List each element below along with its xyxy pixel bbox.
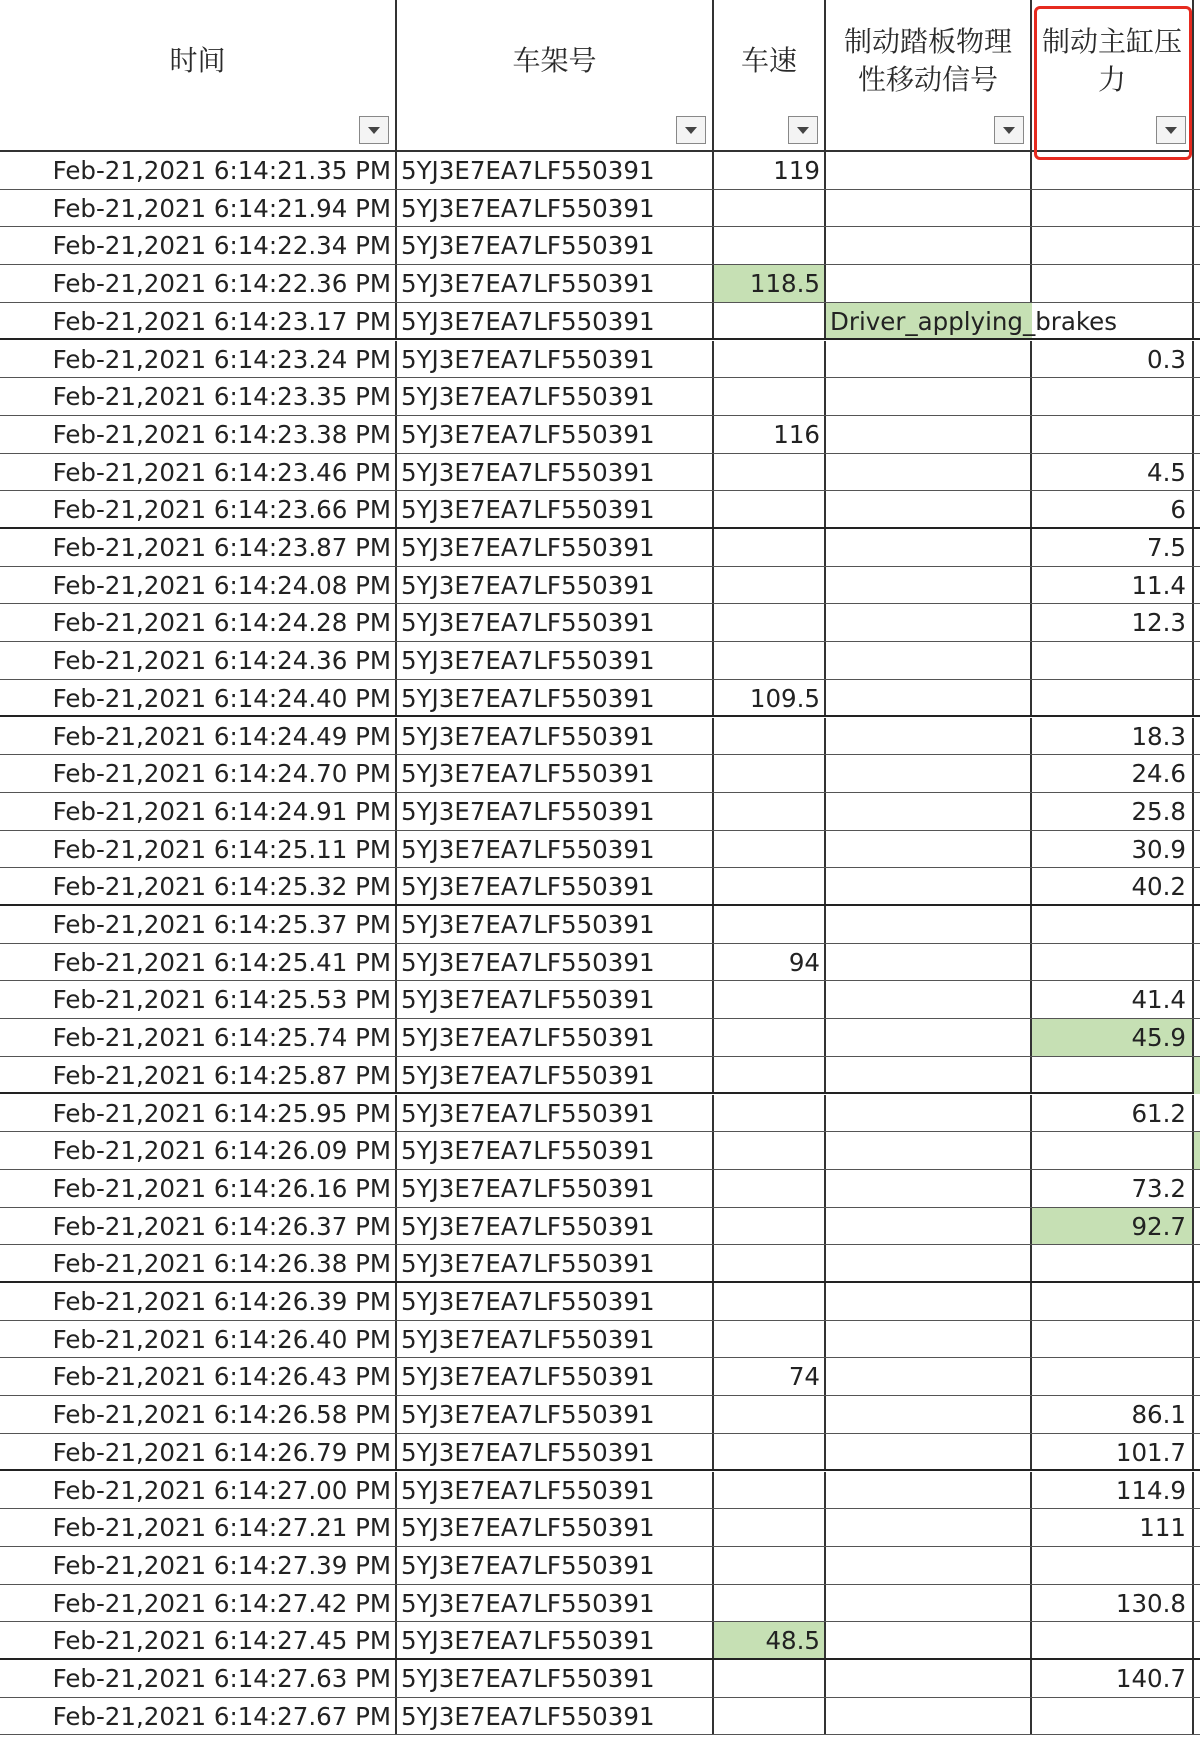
table-row — [0, 906, 1200, 944]
cell-vin[interactable]: 5YJ3E7EA7LF550391 — [397, 1358, 714, 1395]
cell-brake-signal[interactable] — [826, 1019, 1032, 1056]
cell-time[interactable]: Feb-21,2021 6:14:24.40 PM — [0, 680, 397, 716]
cell-time[interactable]: Feb-21,2021 6:14:21.35 PM — [0, 152, 397, 189]
cell-time[interactable]: Feb-21,2021 6:14:27.39 PM — [0, 1547, 397, 1584]
cell-time[interactable]: Feb-21,2021 6:14:23.87 PM — [0, 529, 397, 566]
table-row — [0, 718, 1200, 756]
cell-time[interactable]: Feb-21,2021 6:14:24.08 PM — [0, 567, 397, 604]
cell-time[interactable]: Feb-21,2021 6:14:27.67 PM — [0, 1698, 397, 1735]
cell-speed[interactable] — [714, 755, 826, 792]
cell-time[interactable]: Feb-21,2021 6:14:26.58 PM — [0, 1396, 397, 1433]
cell-brake-signal[interactable] — [826, 1283, 1032, 1320]
filter-dropdown-icon[interactable] — [676, 116, 706, 144]
cell-time[interactable]: Feb-21,2021 6:14:24.28 PM — [0, 604, 397, 641]
cell-speed[interactable]: 118.5 — [714, 265, 826, 302]
cell-vin[interactable]: 5YJ3E7EA7LF550391 — [397, 529, 714, 566]
table-row — [0, 1585, 1200, 1623]
cell-brake-signal[interactable] — [826, 378, 1032, 415]
cell-speed[interactable] — [714, 1698, 826, 1735]
cell-brake-pressure[interactable] — [1032, 1132, 1194, 1169]
cell-time[interactable]: Feb-21,2021 6:14:22.36 PM — [0, 265, 397, 302]
cell-time[interactable]: Feb-21,2021 6:14:27.21 PM — [0, 1509, 397, 1546]
table-row — [0, 567, 1200, 605]
cell-vin[interactable]: 5YJ3E7EA7LF550391 — [397, 378, 714, 415]
table-row — [0, 303, 1200, 341]
column-header-label: 车速 — [740, 44, 797, 77]
cell-brake-pressure[interactable]: 24.6 — [1032, 755, 1194, 792]
table-row — [0, 1660, 1200, 1698]
column-header-brake-pressure[interactable] — [1032, 0, 1194, 152]
cell-speed[interactable] — [714, 1509, 826, 1546]
cell-speed[interactable] — [714, 793, 826, 830]
cell-speed[interactable] — [714, 906, 826, 943]
table-row — [0, 1434, 1200, 1472]
cell-brake-pressure[interactable]: 7.5 — [1032, 529, 1194, 566]
cell-brake-pressure[interactable]: 6 — [1032, 491, 1194, 527]
cell-brake-pressure[interactable] — [1032, 1245, 1194, 1281]
column-header-label: 时间 — [169, 44, 226, 77]
cell-brake-signal[interactable] — [826, 680, 1032, 716]
cell-brake-signal[interactable] — [826, 1472, 1032, 1509]
table-row — [0, 1245, 1200, 1283]
cell-vin[interactable]: 5YJ3E7EA7LF550391 — [397, 1170, 714, 1207]
cell-speed[interactable] — [714, 529, 826, 566]
cell-time[interactable]: Feb-21,2021 6:14:25.87 PM — [0, 1057, 397, 1093]
column-header-label: 制动踏板物理性移动信号 — [843, 25, 1012, 96]
table-row — [0, 831, 1200, 869]
cell-vin[interactable]: 5YJ3E7EA7LF550391 — [397, 190, 714, 227]
cell-brake-signal[interactable] — [826, 1585, 1032, 1622]
cell-brake-pressure[interactable]: 101.7 — [1032, 1434, 1194, 1470]
table-row — [0, 416, 1200, 454]
table-row — [0, 152, 1200, 190]
cell-vin[interactable]: 5YJ3E7EA7LF550391 — [397, 604, 714, 641]
cell-vin[interactable]: 5YJ3E7EA7LF550391 — [397, 1660, 714, 1697]
table-row — [0, 1472, 1200, 1510]
cell-vin[interactable]: 5YJ3E7EA7LF550391 — [397, 341, 714, 378]
table-row — [0, 1095, 1200, 1133]
cell-vin[interactable]: 5YJ3E7EA7LF550391 — [397, 1132, 714, 1169]
cell-vin[interactable]: 5YJ3E7EA7LF550391 — [397, 1396, 714, 1433]
cell-time[interactable]: Feb-21,2021 6:14:25.53 PM — [0, 981, 397, 1018]
cell-time[interactable]: Feb-21,2021 6:14:25.41 PM — [0, 944, 397, 981]
cell-brake-pressure[interactable] — [1032, 1358, 1194, 1395]
cell-highlight-edge — [1194, 1057, 1200, 1094]
cell-speed[interactable] — [714, 1321, 826, 1358]
cell-brake-signal[interactable] — [826, 567, 1032, 604]
table-row — [0, 868, 1200, 906]
cell-time[interactable]: Feb-21,2021 6:14:22.34 PM — [0, 227, 397, 264]
cell-speed[interactable] — [714, 1396, 826, 1433]
cell-brake-pressure[interactable] — [1032, 944, 1194, 981]
cell-speed[interactable] — [714, 303, 826, 339]
cell-time[interactable]: Feb-21,2021 6:14:23.17 PM — [0, 303, 397, 339]
table-row — [0, 1057, 1200, 1095]
cell-speed[interactable] — [714, 190, 826, 227]
cell-vin[interactable]: 5YJ3E7EA7LF550391 — [397, 1698, 714, 1735]
cell-speed[interactable] — [714, 454, 826, 491]
cell-brake-signal[interactable] — [826, 416, 1032, 453]
cell-speed[interactable] — [714, 341, 826, 378]
cell-brake-signal[interactable] — [826, 906, 1032, 943]
cell-time[interactable]: Feb-21,2021 6:14:25.74 PM — [0, 1019, 397, 1056]
table-row — [0, 680, 1200, 718]
cell-brake-signal[interactable] — [826, 1509, 1032, 1546]
cell-brake-signal[interactable] — [826, 793, 1032, 830]
cell-brake-signal[interactable] — [826, 227, 1032, 264]
cell-vin[interactable]: 5YJ3E7EA7LF550391 — [397, 944, 714, 981]
cell-highlight-edge — [1194, 1132, 1200, 1169]
table-row — [0, 1321, 1200, 1359]
cell-time[interactable]: Feb-21,2021 6:14:27.42 PM — [0, 1585, 397, 1622]
column-header-speed[interactable] — [714, 0, 826, 152]
table-row — [0, 1208, 1200, 1246]
cell-time[interactable]: Feb-21,2021 6:14:23.38 PM — [0, 416, 397, 453]
cell-speed[interactable] — [714, 1660, 826, 1697]
cell-speed[interactable] — [714, 1132, 826, 1169]
cell-vin[interactable]: 5YJ3E7EA7LF550391 — [397, 1095, 714, 1132]
cell-brake-signal[interactable] — [826, 1208, 1032, 1245]
cell-speed[interactable]: 48.5 — [714, 1622, 826, 1658]
cell-time[interactable]: Feb-21,2021 6:14:25.32 PM — [0, 868, 397, 904]
cell-brake-signal[interactable] — [826, 1660, 1032, 1697]
cell-brake-pressure[interactable]: 4.5 — [1032, 454, 1194, 491]
cell-brake-pressure[interactable]: 130.8 — [1032, 1585, 1194, 1622]
cell-brake-pressure[interactable]: 73.2 — [1032, 1170, 1194, 1207]
cell-time[interactable]: Feb-21,2021 6:14:26.40 PM — [0, 1321, 397, 1358]
cell-speed[interactable]: 94 — [714, 944, 826, 981]
cell-vin[interactable]: 5YJ3E7EA7LF550391 — [397, 831, 714, 868]
cell-speed[interactable] — [714, 868, 826, 904]
cell-speed[interactable] — [714, 1547, 826, 1584]
cell-time[interactable]: Feb-21,2021 6:14:24.70 PM — [0, 755, 397, 792]
cell-brake-signal[interactable] — [826, 1057, 1032, 1093]
cell-brake-pressure[interactable]: 11.4 — [1032, 567, 1194, 604]
cell-brake-pressure[interactable] — [1032, 1622, 1194, 1658]
cell-vin[interactable]: 5YJ3E7EA7LF550391 — [397, 1547, 714, 1584]
table-row — [0, 227, 1200, 265]
cell-brake-pressure[interactable] — [1032, 152, 1194, 189]
cell-brake-pressure[interactable]: 140.7 — [1032, 1660, 1194, 1697]
cell-brake-signal[interactable] — [826, 831, 1032, 868]
table-row — [0, 642, 1200, 680]
cell-brake-signal[interactable] — [826, 491, 1032, 527]
cell-vin[interactable]: 5YJ3E7EA7LF550391 — [397, 868, 714, 904]
cell-vin[interactable]: 5YJ3E7EA7LF550391 — [397, 981, 714, 1018]
cell-time[interactable]: Feb-21,2021 6:14:26.38 PM — [0, 1245, 397, 1281]
cell-speed[interactable] — [714, 1208, 826, 1245]
cell-vin[interactable]: 5YJ3E7EA7LF550391 — [397, 1245, 714, 1281]
column-header-label: 制动主缸压力 — [1041, 25, 1182, 96]
cell-speed[interactable]: 109.5 — [714, 680, 826, 716]
cell-brake-pressure[interactable]: 0.3 — [1032, 341, 1194, 378]
cell-time[interactable]: Feb-21,2021 6:14:23.35 PM — [0, 378, 397, 415]
cell-brake-pressure[interactable]: 45.9 — [1032, 1019, 1194, 1056]
table-row — [0, 378, 1200, 416]
cell-brake-signal[interactable] — [826, 1321, 1032, 1358]
cell-brake-pressure[interactable] — [1032, 1547, 1194, 1584]
filter-dropdown-icon[interactable] — [788, 116, 818, 144]
cell-time[interactable]: Feb-21,2021 6:14:26.39 PM — [0, 1283, 397, 1320]
cell-vin[interactable]: 5YJ3E7EA7LF550391 — [397, 1208, 714, 1245]
cell-brake-signal[interactable] — [826, 642, 1032, 679]
cell-brake-pressure[interactable]: 92.7 — [1032, 1208, 1194, 1245]
cell-time[interactable]: Feb-21,2021 6:14:25.95 PM — [0, 1095, 397, 1132]
cell-vin[interactable]: 5YJ3E7EA7LF550391 — [397, 567, 714, 604]
filter-dropdown-icon[interactable] — [359, 116, 389, 144]
cell-time[interactable]: Feb-21,2021 6:14:26.37 PM — [0, 1208, 397, 1245]
cell-speed[interactable] — [714, 378, 826, 415]
cell-time[interactable]: Feb-21,2021 6:14:26.09 PM — [0, 1132, 397, 1169]
cell-time[interactable]: Feb-21,2021 6:14:26.16 PM — [0, 1170, 397, 1207]
cell-brake-signal[interactable] — [826, 341, 1032, 378]
cell-vin[interactable]: 5YJ3E7EA7LF550391 — [397, 303, 714, 339]
cell-speed[interactable] — [714, 567, 826, 604]
cell-speed[interactable] — [714, 227, 826, 264]
table-row — [0, 1396, 1200, 1434]
cell-time[interactable]: Feb-21,2021 6:14:27.00 PM — [0, 1472, 397, 1509]
table-row — [0, 341, 1200, 379]
cell-brake-pressure[interactable]: 30.9 — [1032, 831, 1194, 868]
cell-vin[interactable]: 5YJ3E7EA7LF550391 — [397, 1321, 714, 1358]
cell-speed[interactable] — [714, 1245, 826, 1281]
cell-time[interactable]: Feb-21,2021 6:14:25.37 PM — [0, 906, 397, 943]
cell-brake-pressure[interactable]: 18.3 — [1032, 718, 1194, 755]
cell-speed[interactable] — [714, 1019, 826, 1056]
cell-brake-signal[interactable] — [826, 1358, 1032, 1395]
table-row — [0, 755, 1200, 793]
cell-brake-signal[interactable] — [826, 190, 1032, 227]
cell-speed[interactable] — [714, 1283, 826, 1320]
column-header-time[interactable] — [0, 0, 397, 152]
cell-speed[interactable]: 116 — [714, 416, 826, 453]
table-row — [0, 604, 1200, 642]
cell-vin[interactable]: 5YJ3E7EA7LF550391 — [397, 906, 714, 943]
cell-time[interactable]: Feb-21,2021 6:14:23.46 PM — [0, 454, 397, 491]
cell-brake-signal[interactable] — [826, 1245, 1032, 1281]
cell-brake-signal[interactable] — [826, 604, 1032, 641]
cell-time[interactable]: Feb-21,2021 6:14:26.43 PM — [0, 1358, 397, 1395]
cell-brake-signal[interactable] — [826, 1547, 1032, 1584]
cell-speed[interactable]: 74 — [714, 1358, 826, 1395]
table-row — [0, 190, 1200, 228]
cell-speed[interactable] — [714, 604, 826, 641]
cell-brake-pressure[interactable] — [1032, 906, 1194, 943]
cell-brake-signal[interactable] — [826, 718, 1032, 755]
cell-brake-pressure[interactable]: 40.2 — [1032, 868, 1194, 904]
cell-vin[interactable]: 5YJ3E7EA7LF550391 — [397, 491, 714, 527]
cell-brake-pressure[interactable]: 25.8 — [1032, 793, 1194, 830]
cell-brake-signal[interactable] — [826, 981, 1032, 1018]
cell-speed[interactable] — [714, 1434, 826, 1470]
cell-brake-pressure[interactable]: 114.9 — [1032, 1472, 1194, 1509]
table-row — [0, 454, 1200, 492]
cell-speed[interactable] — [714, 981, 826, 1018]
table-row — [0, 1170, 1200, 1208]
column-header-label: 车架号 — [512, 44, 597, 77]
table-row — [0, 793, 1200, 831]
cell-vin[interactable]: 5YJ3E7EA7LF550391 — [397, 1472, 714, 1509]
cell-vin[interactable]: 5YJ3E7EA7LF550391 — [397, 755, 714, 792]
cell-vin[interactable]: 5YJ3E7EA7LF550391 — [397, 1019, 714, 1056]
cell-vin[interactable]: 5YJ3E7EA7LF550391 — [397, 1434, 714, 1470]
cell-brake-signal[interactable] — [826, 1622, 1032, 1658]
filter-dropdown-icon[interactable] — [994, 116, 1024, 144]
cell-brake-pressure[interactable] — [1032, 227, 1194, 264]
cell-brake-signal[interactable] — [826, 868, 1032, 904]
cell-speed[interactable] — [714, 1585, 826, 1622]
table-row — [0, 1698, 1200, 1736]
cell-speed[interactable] — [714, 1472, 826, 1509]
table-row — [0, 1358, 1200, 1396]
filter-dropdown-icon[interactable] — [1156, 116, 1186, 144]
cell-time[interactable]: Feb-21,2021 6:14:21.94 PM — [0, 190, 397, 227]
cell-brake-pressure[interactable] — [1032, 1057, 1194, 1093]
table-row — [0, 981, 1200, 1019]
cell-time[interactable]: Feb-21,2021 6:14:23.24 PM — [0, 341, 397, 378]
cell-vin[interactable]: 5YJ3E7EA7LF550391 — [397, 1585, 714, 1622]
cell-brake-pressure[interactable]: 41.4 — [1032, 981, 1194, 1018]
cell-brake-pressure[interactable] — [1032, 378, 1194, 415]
cell-vin[interactable]: 5YJ3E7EA7LF550391 — [397, 680, 714, 716]
cell-vin[interactable]: 5YJ3E7EA7LF550391 — [397, 1509, 714, 1546]
cell-speed[interactable] — [714, 831, 826, 868]
cell-brake-pressure[interactable] — [1032, 1698, 1194, 1735]
column-header-vin[interactable] — [397, 0, 714, 152]
table-row — [0, 491, 1200, 529]
cell-speed[interactable] — [714, 642, 826, 679]
table-row — [0, 1509, 1200, 1547]
cell-vin[interactable]: 5YJ3E7EA7LF550391 — [397, 1057, 714, 1093]
cell-vin[interactable]: 5YJ3E7EA7LF550391 — [397, 642, 714, 679]
table-row — [0, 944, 1200, 982]
cell-vin[interactable]: 5YJ3E7EA7LF550391 — [397, 152, 714, 189]
cell-time[interactable]: Feb-21,2021 6:14:24.49 PM — [0, 718, 397, 755]
cell-speed[interactable] — [714, 1057, 826, 1093]
cell-brake-signal[interactable]: Driver_applying_brakes — [830, 306, 1117, 336]
table-row — [0, 1019, 1200, 1057]
column-header-brake-signal[interactable] — [826, 0, 1032, 152]
cell-brake-signal[interactable] — [826, 265, 1032, 302]
cell-brake-pressure[interactable] — [1032, 265, 1194, 302]
cell-speed[interactable] — [714, 1095, 826, 1132]
cell-vin[interactable]: 5YJ3E7EA7LF550391 — [397, 718, 714, 755]
cell-brake-signal[interactable] — [826, 1434, 1032, 1470]
cell-time[interactable]: Feb-21,2021 6:14:27.45 PM — [0, 1622, 397, 1658]
cell-time[interactable]: Feb-21,2021 6:14:26.79 PM — [0, 1434, 397, 1470]
cell-brake-signal[interactable] — [826, 1698, 1032, 1735]
cell-brake-signal[interactable] — [826, 1095, 1032, 1132]
cell-brake-pressure[interactable] — [1032, 1283, 1194, 1320]
cell-brake-pressure[interactable] — [1032, 416, 1194, 453]
table-row — [0, 1547, 1200, 1585]
cell-brake-signal[interactable] — [826, 1396, 1032, 1433]
cell-vin[interactable]: 5YJ3E7EA7LF550391 — [397, 416, 714, 453]
cell-brake-pressure[interactable]: 61.2 — [1032, 1095, 1194, 1132]
cell-vin[interactable]: 5YJ3E7EA7LF550391 — [397, 227, 714, 264]
cell-brake-pressure[interactable] — [1032, 190, 1194, 227]
table-row — [0, 1132, 1200, 1170]
table-row — [0, 265, 1200, 303]
cell-brake-pressure[interactable] — [1032, 1321, 1194, 1358]
cell-brake-signal[interactable] — [826, 755, 1032, 792]
cell-brake-pressure[interactable]: 12.3 — [1032, 604, 1194, 641]
cell-brake-pressure[interactable]: 86.1 — [1032, 1396, 1194, 1433]
cell-vin[interactable]: 5YJ3E7EA7LF550391 — [397, 1283, 714, 1320]
cell-speed[interactable] — [714, 491, 826, 527]
cell-time[interactable]: Feb-21,2021 6:14:24.36 PM — [0, 642, 397, 679]
cell-speed[interactable]: 119 — [714, 152, 826, 189]
cell-brake-signal[interactable] — [826, 529, 1032, 566]
cell-time[interactable]: Feb-21,2021 6:14:23.66 PM — [0, 491, 397, 527]
table-row — [0, 1283, 1200, 1321]
cell-brake-signal[interactable] — [826, 152, 1032, 189]
cell-brake-pressure[interactable]: 111 — [1032, 1509, 1194, 1546]
table-row — [0, 1622, 1200, 1660]
cell-brake-signal[interactable] — [826, 454, 1032, 491]
cell-vin[interactable]: 5YJ3E7EA7LF550391 — [397, 265, 714, 302]
cell-time[interactable]: Feb-21,2021 6:14:25.11 PM — [0, 831, 397, 868]
cell-brake-pressure[interactable] — [1032, 680, 1194, 716]
cell-time[interactable]: Feb-21,2021 6:14:24.91 PM — [0, 793, 397, 830]
cell-vin[interactable]: 5YJ3E7EA7LF550391 — [397, 454, 714, 491]
cell-brake-signal[interactable] — [826, 944, 1032, 981]
cell-brake-signal[interactable] — [826, 1132, 1032, 1169]
cell-speed[interactable] — [714, 1170, 826, 1207]
cell-vin[interactable]: 5YJ3E7EA7LF550391 — [397, 1622, 714, 1658]
table-row — [0, 529, 1200, 567]
cell-speed[interactable] — [714, 718, 826, 755]
cell-brake-signal[interactable] — [826, 1170, 1032, 1207]
cell-brake-pressure[interactable] — [1032, 642, 1194, 679]
cell-vin[interactable]: 5YJ3E7EA7LF550391 — [397, 793, 714, 830]
cell-time[interactable]: Feb-21,2021 6:14:27.63 PM — [0, 1660, 397, 1697]
